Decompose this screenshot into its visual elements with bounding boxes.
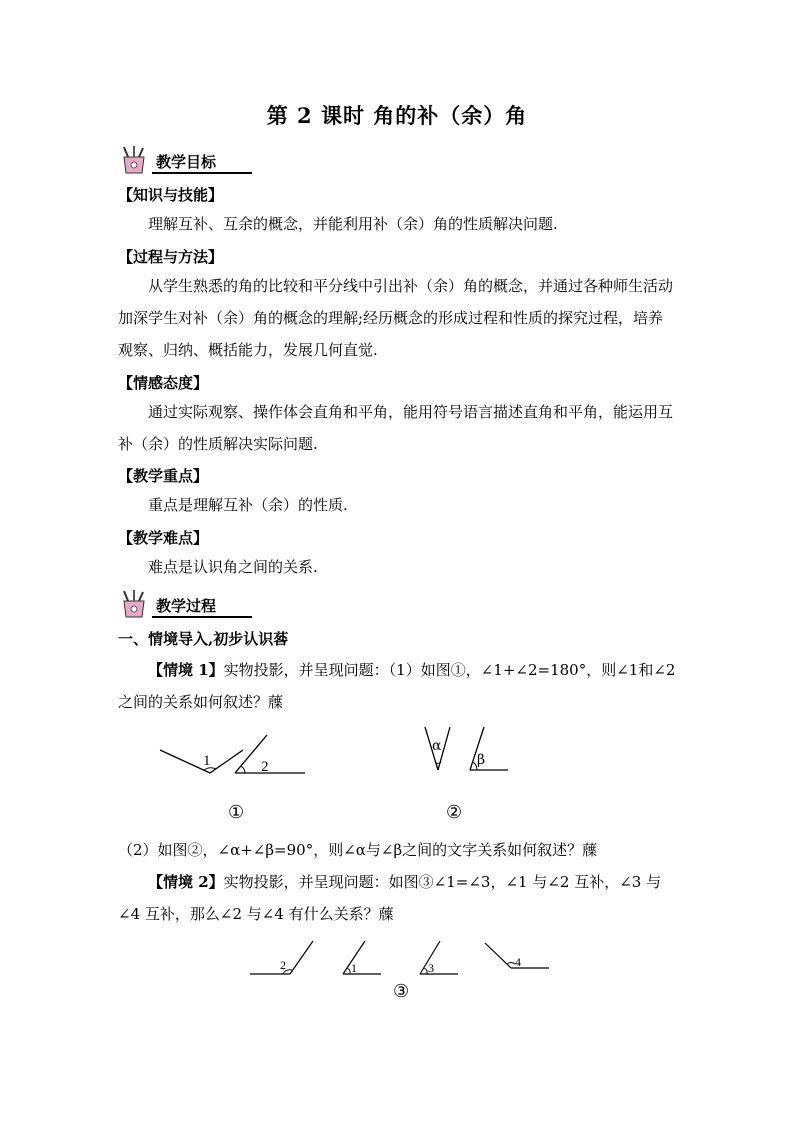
attitude-text: 通过实际观察、操作体会直角和平角，能用符号语言描述直角和平角，能运用互补（余）的性质解决实际问题.	[118, 403, 674, 453]
method-heading: 【过程与方法】	[118, 248, 224, 266]
pencil-cup-icon	[118, 589, 152, 619]
key-text: 重点是理解互补（余）的性质.	[148, 496, 348, 514]
badge-underline	[152, 616, 252, 618]
process-heading: 一、情境导入,初步认识䓘	[118, 630, 289, 648]
key-heading: 【教学重点】	[118, 467, 209, 485]
badge-underline	[152, 172, 252, 174]
figure-2	[420, 722, 520, 777]
situation1-text: 实物投影，并呈现问题：（1）如图①，∠1+∠2=180°，则∠1和∠2 之间的关系如何叙述？䕈	[118, 661, 676, 711]
figure-1	[155, 728, 315, 783]
method-text: 从学生熟悉的角的比较和平分线中引出补（余）角的概念，并通过各种师生活动加深学生对补（余）角的概念的理解;经历概念的形成过程和性质的探究过程，培养观察、归纳、概括能力，发展几何直觉.	[118, 277, 674, 359]
fig3-angle-2-label: 2	[280, 958, 286, 972]
knowledge-heading: 【知识与技能】	[118, 186, 224, 204]
figure-3	[245, 938, 555, 980]
page-title: 第 2 课时 角的补（余）角	[266, 103, 528, 128]
difficulty-text: 难点是认识角之间的关系.	[148, 558, 318, 576]
objectives-badge	[118, 145, 258, 175]
fig2-alpha-label: α	[432, 738, 442, 754]
fig2-caption: ②	[446, 802, 463, 823]
pencil-cup-icon	[118, 145, 152, 175]
situation2-text: 实物投影，并呈现问题：如图③∠1=∠3，∠1 与∠2 互补，∠3 与∠4 互补，那么∠2 与∠4 有什么关系？䕈	[118, 873, 662, 923]
fig3-angle-4-label: 4	[515, 955, 521, 969]
fig3-angle-1-label: 1	[351, 961, 357, 975]
fig1-angle-2-label: 2	[261, 759, 269, 775]
situation1-paragraph	[118, 654, 678, 718]
fig1-caption: ①	[228, 802, 245, 823]
fig3-angle-3-label: 3	[428, 961, 434, 975]
objectives-badge-label: 教学目标	[156, 153, 217, 171]
difficulty-heading: 【教学难点】	[118, 529, 209, 547]
question2-text: （2）如图②，∠α+∠β=90°，则∠α与∠β之间的文字关系如何叙述？䕈	[118, 841, 598, 859]
situation2-label: 【情境 2】	[148, 873, 224, 891]
situation1-label: 【情境 1】	[148, 661, 224, 679]
fig2-beta-label: β	[477, 752, 486, 768]
attitude-heading: 【情感态度】	[118, 374, 209, 392]
process-badge-label: 教学过程	[156, 597, 217, 615]
fig1-angle-1-label: 1	[203, 753, 211, 769]
fig3-caption: ③	[393, 981, 410, 1002]
situation2-paragraph	[118, 866, 678, 930]
knowledge-text: 理解互补、互余的概念，并能利用补（余）角的性质解决问题.	[148, 215, 558, 233]
process-badge	[118, 589, 258, 619]
